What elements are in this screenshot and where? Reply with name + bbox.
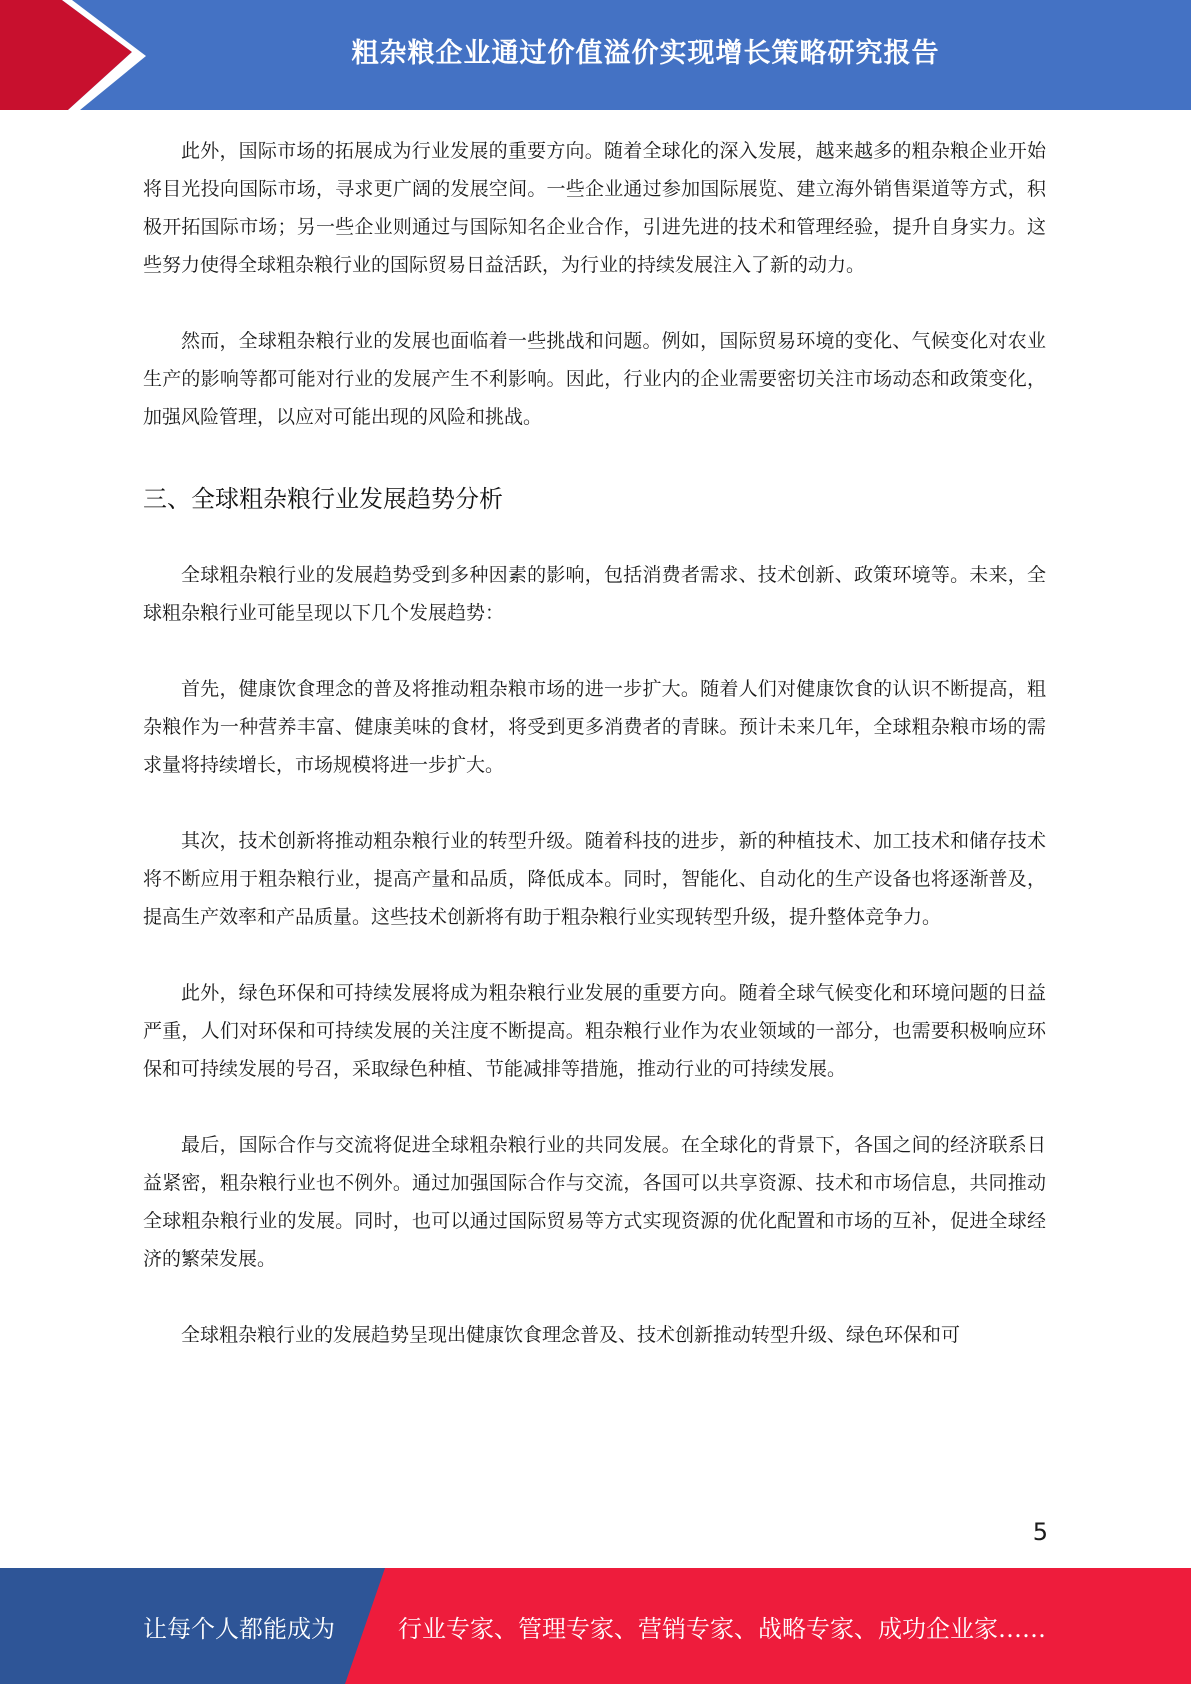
page-header — [0, 0, 1191, 110]
paragraph: 此外，绿色环保和可持续发展将成为粗杂粮行业发展的重要方向。随着全球气候变化和环境问题的日益严重，人们对环保和可持续发展的关注度不断提高。粗杂粮行业作为农业领域的一部分，也需要积极响应环保和可持续发展的号召，采取绿色种植、节能减排等措施，推动行业的可持续发展。 — [143, 982, 1046, 1080]
paragraph: 最后，国际合作与交流将促进全球粗杂粮行业的共同发展。在全球化的背景下，各国之间的经济联系日益紧密，粗杂粮行业也不例外。通过加强国际合作与交流，各国可以共享资源、技术和市场信息，共同推动全球粗杂粮行业的发展。同时，也可以通过国际贸易等方式实现资源的优化配置和市场的互补，促进全球经济的繁荣发展。 — [143, 1134, 1046, 1270]
page-content — [143, 132, 1046, 1354]
paragraph: 全球粗杂粮行业的发展趋势呈现出健康饮食理念普及、技术创新推动转型升级、绿色环保和可 — [181, 1324, 961, 1346]
footer-slogan-left: 让每个人都能成为 — [143, 1614, 335, 1643]
paragraph: 然而，全球粗杂粮行业的发展也面临着一些挑战和问题。例如，国际贸易环境的变化、气候变化对农业生产的影响等都可能对行业的发展产生不利影响。因此，行业内的企业需要密切关注市场动态和政策变化，加强风险管理，以应对可能出现的风险和挑战。 — [143, 330, 1046, 428]
page-footer — [0, 1568, 1191, 1684]
section-heading: 三、全球粗杂粮行业发展趋势分析 — [143, 484, 503, 513]
paragraph: 全球粗杂粮行业的发展趋势受到多种因素的影响，包括消费者需求、技术创新、政策环境等。未来，全球粗杂粮行业可能呈现以下几个发展趋势： — [143, 564, 1046, 624]
footer-slogan-right: 行业专家、管理专家、营销专家、战略专家、成功企业家…… — [398, 1614, 1046, 1643]
paragraph: 其次，技术创新将推动粗杂粮行业的转型升级。随着科技的进步，新的种植技术、加工技术和储存技术将不断应用于粗杂粮行业，提高产量和品质，降低成本。同时，智能化、自动化的生产设备也将逐渐普及，提高生产效率和产品质量。这些技术创新将有助于粗杂粮行业实现转型升级，提升整体竞争力。 — [143, 830, 1046, 928]
report-title: 粗杂粮企业通过价值溢价实现增长策略研究报告 — [351, 37, 940, 69]
paragraph: 首先，健康饮食理念的普及将推动粗杂粮市场的进一步扩大。随着人们对健康饮食的认识不断提高，粗杂粮作为一种营养丰富、健康美味的食材，将受到更多消费者的青睐。预计未来几年，全球粗杂粮市场的需求量将持续增长，市场规模将进一步扩大。 — [143, 678, 1046, 776]
page-number: 5 — [1032, 1518, 1048, 1546]
header-arrow-decoration — [0, 0, 160, 110]
paragraph: 此外，国际市场的拓展成为行业发展的重要方向。随着全球化的深入发展，越来越多的粗杂粮企业开始将目光投向国际市场，寻求更广阔的发展空间。一些企业通过参加国际展览、建立海外销售渠道等方式，积极开拓国际市场；另一些企业则通过与国际知名企业合作，引进先进的技术和管理经验，提升自身实力。这些努力使得全球粗杂粮行业的国际贸易日益活跃，为行业的持续发展注入了新的动力。 — [143, 140, 1046, 276]
